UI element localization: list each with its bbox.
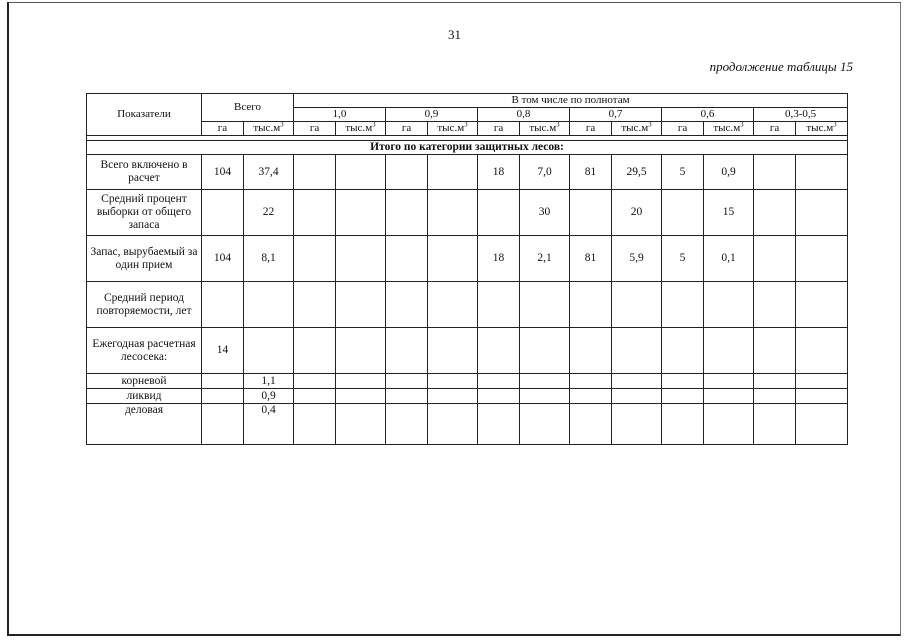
table-cell [662,374,704,389]
table-cell [294,404,336,445]
table-row [87,282,848,328]
table-cell [428,155,478,190]
table-row [87,190,848,236]
table-cell [754,389,796,404]
table-cell: 0,9 [704,155,754,190]
unit-text: тыс.м [713,122,741,134]
row-label: Всего включено в расчет [87,155,202,190]
row-label: Запас, вырубаемый за один прием [87,236,202,282]
header-indicators: Показатели [87,94,202,136]
header-unit-ha: га [478,122,520,136]
table-cell: 0,4 [244,404,294,445]
table-cell [796,404,848,445]
header-unit-thousand-m3 [244,122,294,136]
table-cell [612,282,662,328]
table-cell [796,374,848,389]
header-density: 0,9 [386,108,478,122]
table-cell [612,389,662,404]
table-row [87,404,848,445]
table-cell [386,236,428,282]
table-cell [796,190,848,236]
table-cell [796,389,848,404]
table-cell: 8,1 [244,236,294,282]
header-unit-thousand-m3 [612,122,662,136]
table-cell [336,374,386,389]
table-cell [754,190,796,236]
table-cell [336,328,386,374]
table-row [87,155,848,190]
header-unit-ha: га [294,122,336,136]
table-cell: 18 [478,236,520,282]
table-cell [520,404,570,445]
table-cell [294,236,336,282]
header-unit-thousand-m3 [520,122,570,136]
table-cell [570,190,612,236]
table-cell [612,328,662,374]
table-cell [336,236,386,282]
unit-exponent: 3 [648,121,652,129]
table-cell [662,282,704,328]
unit-text: тыс.м [529,122,557,134]
table-cell [754,282,796,328]
table-cell [428,282,478,328]
table-cell: 5 [662,155,704,190]
table-cell [336,155,386,190]
table-cell [428,404,478,445]
table-cell [336,404,386,445]
table-cell: 0,1 [704,236,754,282]
table-cell [662,404,704,445]
table-cell: 81 [570,236,612,282]
table-cell [796,328,848,374]
table-cell [478,190,520,236]
table-cell: 1,1 [244,374,294,389]
table-cell [704,404,754,445]
table-cell [612,404,662,445]
table-cell: 30 [520,190,570,236]
page-number: 31 [448,27,461,42]
table-cell [428,374,478,389]
table-cell [386,282,428,328]
table-cell [336,190,386,236]
table-cell [202,190,244,236]
unit-exponent: 3 [280,121,284,129]
row-label: корневой [87,374,202,389]
table-cell [244,282,294,328]
unit-exponent: 3 [740,121,744,129]
row-label: ликвид [87,389,202,404]
table-cell [478,404,520,445]
table-cell [704,374,754,389]
table-cell [336,389,386,404]
header-density: 0,7 [570,108,662,122]
header-unit-thousand-m3 [796,122,848,136]
table-cell [478,282,520,328]
header-density: 1,0 [294,108,386,122]
table-row [87,389,848,404]
table-cell [520,374,570,389]
forest-data-table [86,93,848,445]
row-label: Средний период повторяемости, лет [87,282,202,328]
table-cell [520,389,570,404]
unit-exponent: 3 [833,121,837,129]
table-row [87,236,848,282]
table-cell: 7,0 [520,155,570,190]
table-cell: 0,9 [244,389,294,404]
table-cell: 5,9 [612,236,662,282]
unit-text: тыс.м [345,122,373,134]
header-unit-ha: га [202,122,244,136]
table-cell: 22 [244,190,294,236]
unit-text: тыс.м [253,122,281,134]
table-cell [754,236,796,282]
header-including-density: В том числе по полнотам [294,94,848,108]
table-cell: 104 [202,155,244,190]
table-cell [612,374,662,389]
header-unit-ha: га [754,122,796,136]
table-cell [570,328,612,374]
table-cell [428,328,478,374]
table-cell [202,374,244,389]
table-cell: 18 [478,155,520,190]
unit-text: тыс.м [437,122,465,134]
table-cell [202,282,244,328]
table-cell [294,190,336,236]
table-cell: 104 [202,236,244,282]
header-density: 0,8 [478,108,570,122]
section-title: Итого по категории защитных лесов: [87,141,848,155]
table-cell [294,374,336,389]
table-cell [386,374,428,389]
table-cell [796,155,848,190]
table-cell: 20 [612,190,662,236]
unit-text: тыс.м [806,122,834,134]
table-cell [570,282,612,328]
table-cell [796,282,848,328]
table-row [87,328,848,374]
table-cell [754,374,796,389]
table-cell: 81 [570,155,612,190]
table-cell [294,155,336,190]
table-cell: 15 [704,190,754,236]
table-cell [428,190,478,236]
table-cell [386,190,428,236]
table-cell [336,282,386,328]
table-cell [386,404,428,445]
table-cell [294,282,336,328]
table-cell [570,404,612,445]
row-label: Средний процент выборки от общего запаса [87,190,202,236]
unit-exponent: 3 [372,121,376,129]
table-cell [478,374,520,389]
table-continuation-caption: продолжение таблицы 15 [709,59,853,74]
unit-exponent: 3 [464,121,468,129]
table-cell: 2,1 [520,236,570,282]
row-label: деловая [87,404,202,445]
table-cell: 14 [202,328,244,374]
header-unit-ha: га [570,122,612,136]
table-cell [662,190,704,236]
table-cell [754,328,796,374]
table-row [87,374,848,389]
table-cell [386,155,428,190]
unit-text: тыс.м [621,122,649,134]
table-cell: 37,4 [244,155,294,190]
table-cell [478,389,520,404]
header-unit-ha: га [662,122,704,136]
table-cell [704,282,754,328]
table-cell [244,328,294,374]
table-cell [386,389,428,404]
table-cell [520,282,570,328]
header-unit-thousand-m3 [704,122,754,136]
unit-exponent: 3 [556,121,560,129]
row-label: Ежегодная расчетная лесосека: [87,328,202,374]
table-cell [662,389,704,404]
table-cell [294,328,336,374]
table-cell [478,328,520,374]
table-cell [202,404,244,445]
table-cell [754,155,796,190]
table-cell [754,404,796,445]
table-cell [520,328,570,374]
header-density: 0,3-0,5 [754,108,848,122]
table-cell [796,236,848,282]
table-cell [294,389,336,404]
table-cell: 5 [662,236,704,282]
table-cell [662,328,704,374]
table-cell [428,389,478,404]
table-cell [570,374,612,389]
table-cell: 29,5 [612,155,662,190]
table-cell [704,389,754,404]
table-cell [704,328,754,374]
header-unit-thousand-m3 [336,122,386,136]
table-cell [202,389,244,404]
header-unit-thousand-m3 [428,122,478,136]
table-cell [570,389,612,404]
table-cell [386,328,428,374]
table-cell [428,236,478,282]
header-density: 0,6 [662,108,754,122]
header-unit-ha: га [386,122,428,136]
header-total: Всего [202,94,294,122]
